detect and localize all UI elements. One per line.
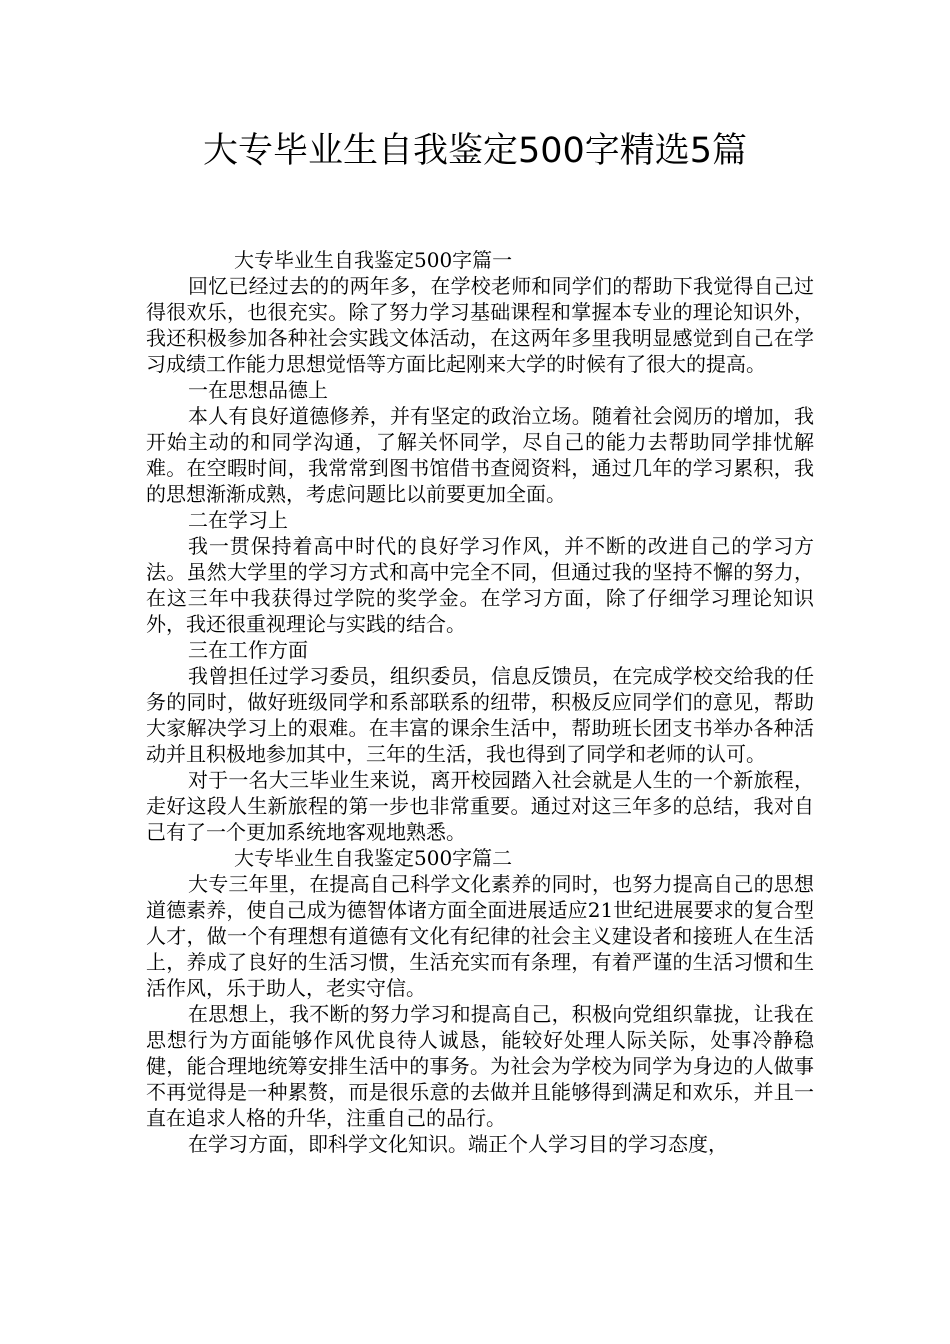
paragraph: 三在工作方面 xyxy=(188,638,308,662)
paragraph: 回忆已经过去的的两年多，在学校老师和同学们的帮助下我觉得自己过得很欢乐，也很充实。除了努力学习基础课程和掌握本专业的理论知识外，我还积极参加各种社会实践文体活动，在这两年多里我明显感觉到自己在学习成绩工作能力思想觉悟等方面比起刚来大学的时候有了很大的提高。 xyxy=(146,274,814,376)
paragraph: 我曾担任过学习委员，组织委员，信息反馈员，在完成学校交给我的任务的同时，做好班级同学和系部联系的纽带，积极反应同学们的意见，帮助大家解决学习上的艰难。在丰富的课余生活中，帮助班长团支书举办各种活动并且积极地参加其中，三年的生活，我也得到了同学和老师的认可。 xyxy=(146,664,814,766)
paragraph: 一在思想品德上 xyxy=(188,378,328,402)
section-heading: 大专毕业生自我鉴定500字篇二 xyxy=(234,846,513,870)
document-title: 大专毕业生自我鉴定500字精选5篇 xyxy=(202,131,748,171)
paragraph: 在学习方面，即科学文化知识。端正个人学习目的学习态度， xyxy=(188,1132,728,1156)
paragraph: 对于一名大三毕业生来说，离开校园踏入社会就是人生的一个新旅程，走好这段人生新旅程的第一步也非常重要。通过对这三年多的总结，我对自己有了一个更加系统地客观地熟悉。 xyxy=(146,768,814,844)
paragraph: 大专三年里，在提高自己科学文化素养的同时，也努力提高自己的思想道德素养，使自己成为德智体诸方面全面进展适应21世纪进展要求的复合型人才，做一个有理想有道德有文化有纪律的社会主义建设者和接班人在生活上，养成了良好的生活习惯，生活充实而有条理，有着严谨的生活习惯和生活作风，乐于助人，老实守信。 xyxy=(146,872,814,1000)
section-heading: 大专毕业生自我鉴定500字篇一 xyxy=(234,248,513,272)
paragraph: 二在学习上 xyxy=(188,508,288,532)
document-body xyxy=(146,247,814,1157)
paragraph: 我一贯保持着高中时代的良好学习作风，并不断的改进自己的学习方法。虽然大学里的学习方式和高中完全不同，但通过我的坚持不懈的努力，在这三年中我获得过学院的奖学金。在学习方面，除了仔细学习理论知识外，我还很重视理论与实践的结合。 xyxy=(146,534,814,636)
paragraph: 在思想上，我不断的努力学习和提高自己，积极向党组织靠拢，让我在思想行为方面能够作风优良待人诚恳，能较好处理人际关际，处事冷静稳健，能合理地统筹安排生活中的事务。为社会为学校为同学为身边的人做事不再觉得是一种累赘，而是很乐意的去做并且能够得到满足和欢乐，并且一直在追求人格的升华，注重自己的品行。 xyxy=(146,1002,814,1130)
paragraph: 本人有良好道德修养，并有坚定的政治立场。随着社会阅历的增加，我开始主动的和同学沟通，了解关怀同学，尽自己的能力去帮助同学排忧解难。在空暇时间，我常常到图书馆借书查阅资料，通过几年的学习累积，我的思想渐渐成熟，考虑问题比以前要更加全面。 xyxy=(146,404,814,506)
